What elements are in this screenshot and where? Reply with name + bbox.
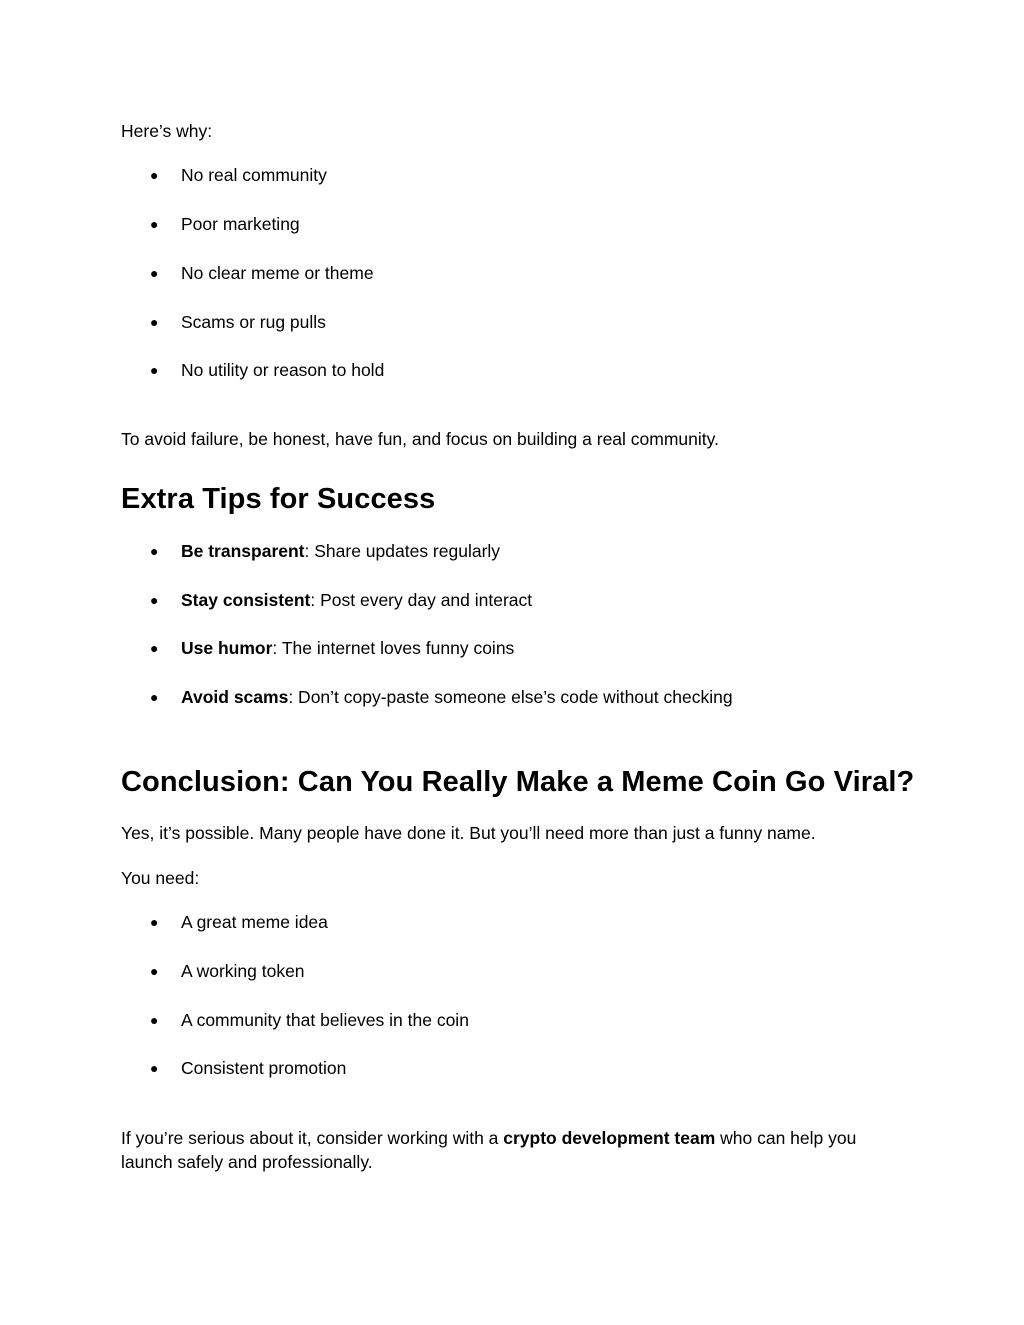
list-item-text: Consistent promotion [181,1058,347,1078]
final-paragraph [121,1126,911,1174]
tip-title: Use humor [181,638,273,658]
list-item-text: A great meme idea [181,912,328,932]
possible-text: Yes, it’s possible. Many people have done it. But you’ll need more than just a funny name. [121,823,816,843]
bullet-icon: ● [150,640,159,656]
bullet-icon: ● [150,216,159,232]
list-item-text: Poor marketing [181,214,300,234]
avoid-failure-text: To avoid failure, be honest, have fun, and focus on building a real community. [121,429,719,449]
bullet-icon: ● [150,1060,159,1076]
bullet-icon: ● [150,265,159,281]
bullet-icon: ● [150,314,159,330]
final-text-bold: crypto development team [503,1128,716,1148]
list-item-text [181,637,514,659]
list-item-text: A community that believes in the coin [181,1010,469,1030]
tip-description: : Share updates regularly [304,541,501,561]
list-item-text [181,540,500,562]
list-item-text: Scams or rug pulls [181,312,326,332]
list-item-text: No utility or reason to hold [181,360,385,380]
list-item-text [181,589,532,611]
tip-description: : Don’t copy-paste someone else’s code without checking [288,687,733,707]
bullet-icon: ● [150,167,159,183]
tip-title: Avoid scams [181,687,289,707]
bullet-icon: ● [150,1012,159,1028]
heres-why-text: Here’s why: [121,121,213,141]
extra-tips-heading: Extra Tips for Success [121,483,436,515]
bullet-icon: ● [150,689,159,705]
list-item-text [181,686,733,708]
you-need-text: You need: [121,868,200,888]
tip-description: : The internet loves funny coins [272,638,515,658]
final-text-after: who can help you launch safely and professionally. [121,1128,857,1172]
list-item-text: No real community [181,165,327,185]
bullet-icon: ● [150,543,159,559]
bullet-icon: ● [150,914,159,930]
bullet-icon: ● [150,963,159,979]
list-item-text: A working token [181,961,305,981]
list-item-text: No clear meme or theme [181,263,374,283]
tip-title: Stay consistent [181,590,311,610]
final-text-before: If you’re serious about it, consider working with a [121,1128,504,1148]
bullet-icon: ● [150,592,159,608]
tip-description: : Post every day and interact [310,590,533,610]
conclusion-heading: Conclusion: Can You Really Make a Meme Coin Go Viral? [121,766,915,798]
tip-title: Be transparent [181,541,305,561]
bullet-icon: ● [150,362,159,378]
